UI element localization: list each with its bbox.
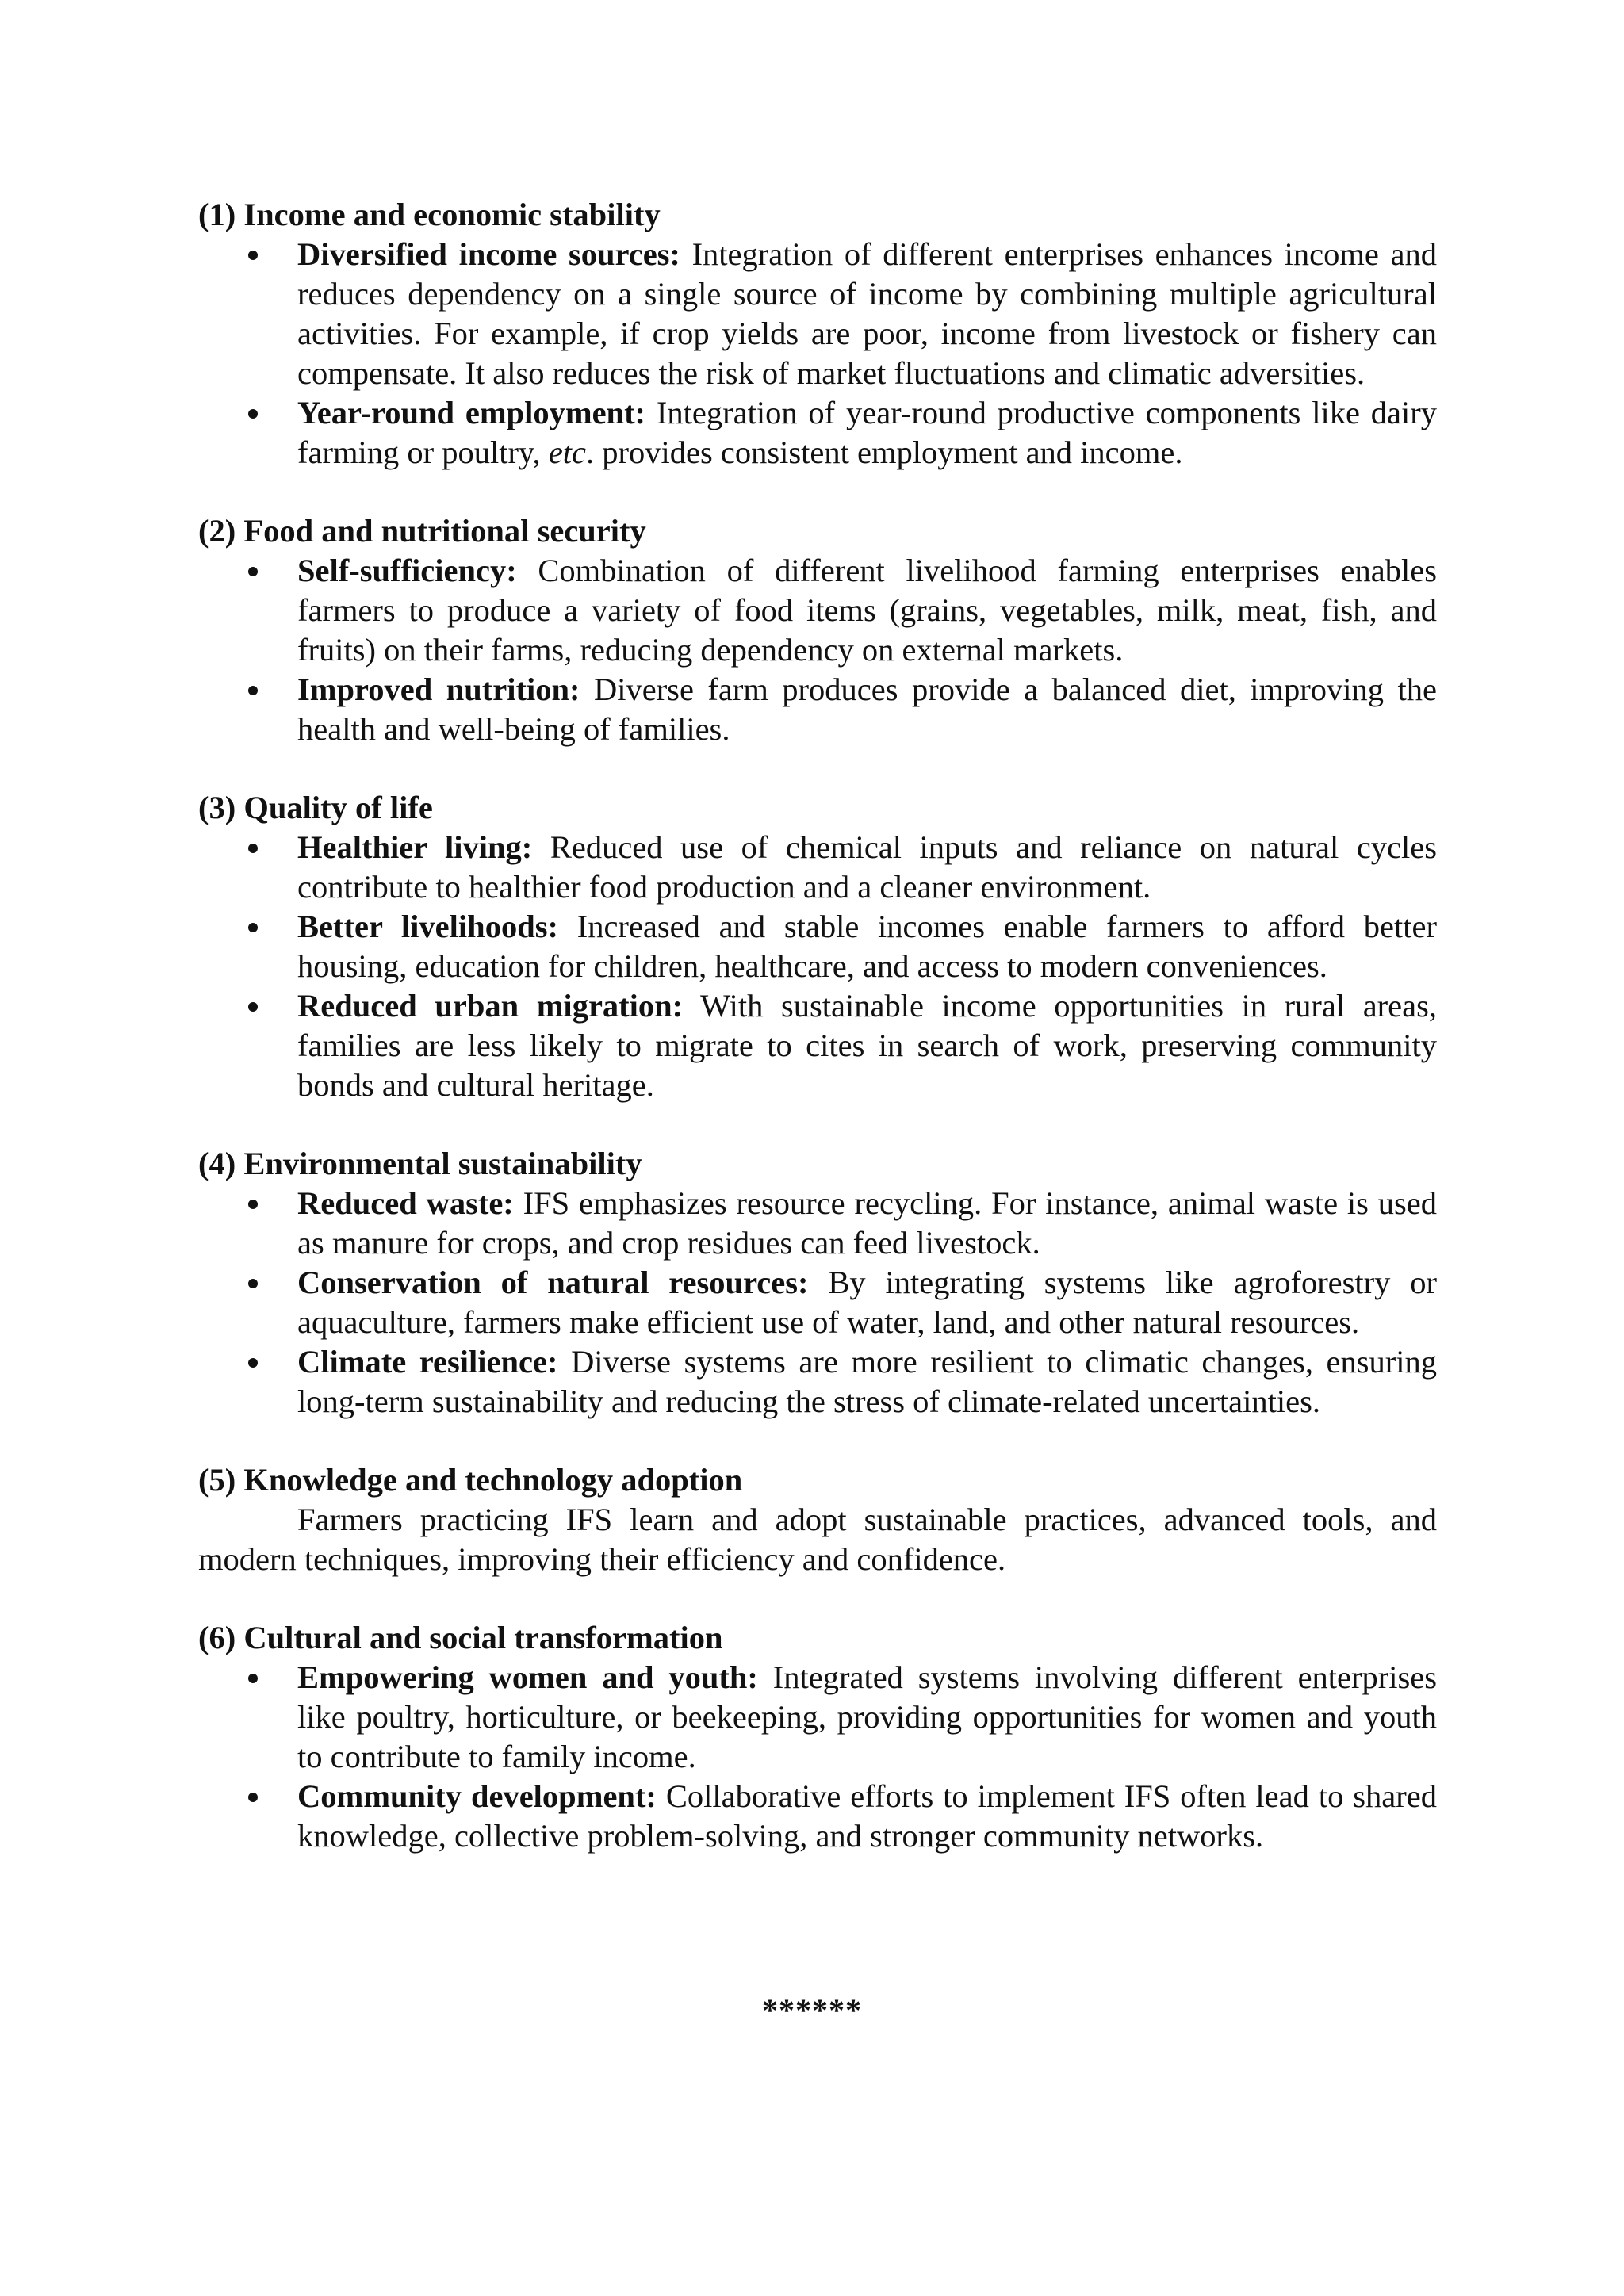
list-item: [297, 1658, 1437, 1777]
bullet-icon: [248, 1002, 258, 1012]
bullet-term: Improved nutrition:: [297, 672, 580, 707]
bullet-icon: [248, 686, 258, 695]
bullet-list: [198, 551, 1437, 749]
list-item: [297, 828, 1437, 907]
bullet-text: Diverse systems are more resilient to climatic changes, ensuring long-term sustainability and reducing the stress of climate-related uncertainties.: [297, 1344, 1438, 1419]
bullet-text: Reduced use of chemical inputs and reliance on natural cycles contribute to healthier food production and a cleaner environment.: [297, 829, 1438, 905]
list-item: [297, 235, 1437, 393]
list-item: [297, 907, 1437, 986]
section-heading: (4) Environmental sustainability: [198, 1146, 642, 1181]
bullet-term: Empowering women and youth:: [297, 1659, 758, 1695]
bullet-icon: [248, 1674, 258, 1683]
section-heading: (6) Cultural and social transformation: [198, 1620, 723, 1655]
section-paragraph: Farmers practicing IFS learn and adopt sustainable practices, advanced tools, and modern techniques, improving their efficiency and confidence.: [198, 1502, 1437, 1577]
bullet-text: Collaborative efforts to implement IFS often lead to shared knowledge, collective problem-solving, and stronger community networks.: [297, 1778, 1437, 1854]
bullet-text: Combination of different livelihood farming enterprises enables farmers to produce a variety of food items (grains, vegetables, milk, meat, fish, and fruits) on their farms, reducing dependency on external markets.: [297, 553, 1438, 668]
document-page: [198, 195, 1437, 1895]
list-item: [297, 1184, 1437, 1263]
list-item: [297, 1777, 1437, 1856]
bullet-list: [198, 828, 1437, 1105]
bullet-icon: [248, 844, 258, 853]
bullet-list: [198, 1658, 1437, 1856]
bullet-icon: [248, 1200, 258, 1209]
section-income: [198, 195, 1437, 473]
section-heading: (2) Food and nutritional security: [198, 513, 646, 549]
bullet-term: Conservation of natural resources:: [297, 1265, 809, 1300]
bullet-term: Reduced waste:: [297, 1185, 514, 1221]
section-quality-of-life: [198, 788, 1437, 1105]
end-of-document-mark: ******: [762, 1992, 862, 2028]
bullet-text-italic: etc: [548, 434, 587, 470]
bullet-list: [198, 235, 1437, 473]
bullet-term: Diversified income sources:: [297, 236, 680, 272]
bullet-icon: [248, 567, 258, 576]
bullet-icon: [248, 1279, 258, 1288]
bullet-text: Increased and stable incomes enable farmers to afford better housing, education for children, healthcare, and access to modern conveniences.: [297, 909, 1437, 984]
list-item: [297, 986, 1437, 1105]
section-heading: (5) Knowledge and technology adoption: [198, 1462, 743, 1498]
section-knowledge: [198, 1460, 1437, 1579]
section-heading: (3) Quality of life: [198, 790, 433, 825]
bullet-term: Year-round employment:: [297, 395, 646, 430]
bullet-list: [198, 1184, 1437, 1422]
bullet-text-end: . provides consistent employment and income.: [586, 434, 1183, 470]
bullet-term: Climate resilience:: [297, 1344, 558, 1380]
bullet-icon: [248, 923, 258, 932]
section-environment: [198, 1144, 1437, 1422]
bullet-text: Diverse farm produces provide a balanced diet, improving the health and well-being of families.: [297, 672, 1437, 747]
bullet-term: Healthier living:: [297, 829, 533, 865]
bullet-text: Integration of year-round productive components like dairy farming or poultry,: [297, 395, 1438, 470]
bullet-icon: [248, 409, 258, 419]
list-item: [297, 393, 1437, 473]
bullet-icon: [248, 251, 258, 260]
list-item: [297, 1342, 1437, 1422]
bullet-text: With sustainable income opportunities in rural areas, families are less likely to migrate to cites in search of work, preserving community bonds and cultural heritage.: [297, 988, 1437, 1103]
bullet-text: IFS emphasizes resource recycling. For instance, animal waste is used as manure for crops, and crop residues can feed livestock.: [297, 1185, 1437, 1261]
section-food: [198, 511, 1437, 749]
list-item: [297, 670, 1437, 749]
bullet-text: Integration of different enterprises enhances income and reduces dependency on a single source of income by combining multiple agricultural activities. For example, if crop yields are poor, income from livestock or fishery can compensate. It also reduces the risk of market fluctuations and climatic adversities.: [297, 236, 1437, 391]
bullet-term: Community development:: [297, 1778, 657, 1814]
bullet-icon: [248, 1358, 258, 1368]
section-heading: (1) Income and economic stability: [198, 197, 661, 232]
bullet-text: Integrated systems involving different enterprises like poultry, horticulture, or beekeeping, providing opportunities for women and youth to contribute to family income.: [297, 1659, 1437, 1774]
bullet-text: By integrating systems like agroforestry or aquaculture, farmers make efficient use of water, land, and other natural resources.: [297, 1265, 1437, 1340]
list-item: [297, 551, 1437, 670]
bullet-icon: [248, 1793, 258, 1802]
bullet-term: Self-sufficiency:: [297, 553, 517, 588]
section-cultural: [198, 1618, 1437, 1856]
bullet-term: Better livelihoods:: [297, 909, 558, 944]
bullet-term: Reduced urban migration:: [297, 988, 684, 1024]
list-item: [297, 1263, 1437, 1342]
